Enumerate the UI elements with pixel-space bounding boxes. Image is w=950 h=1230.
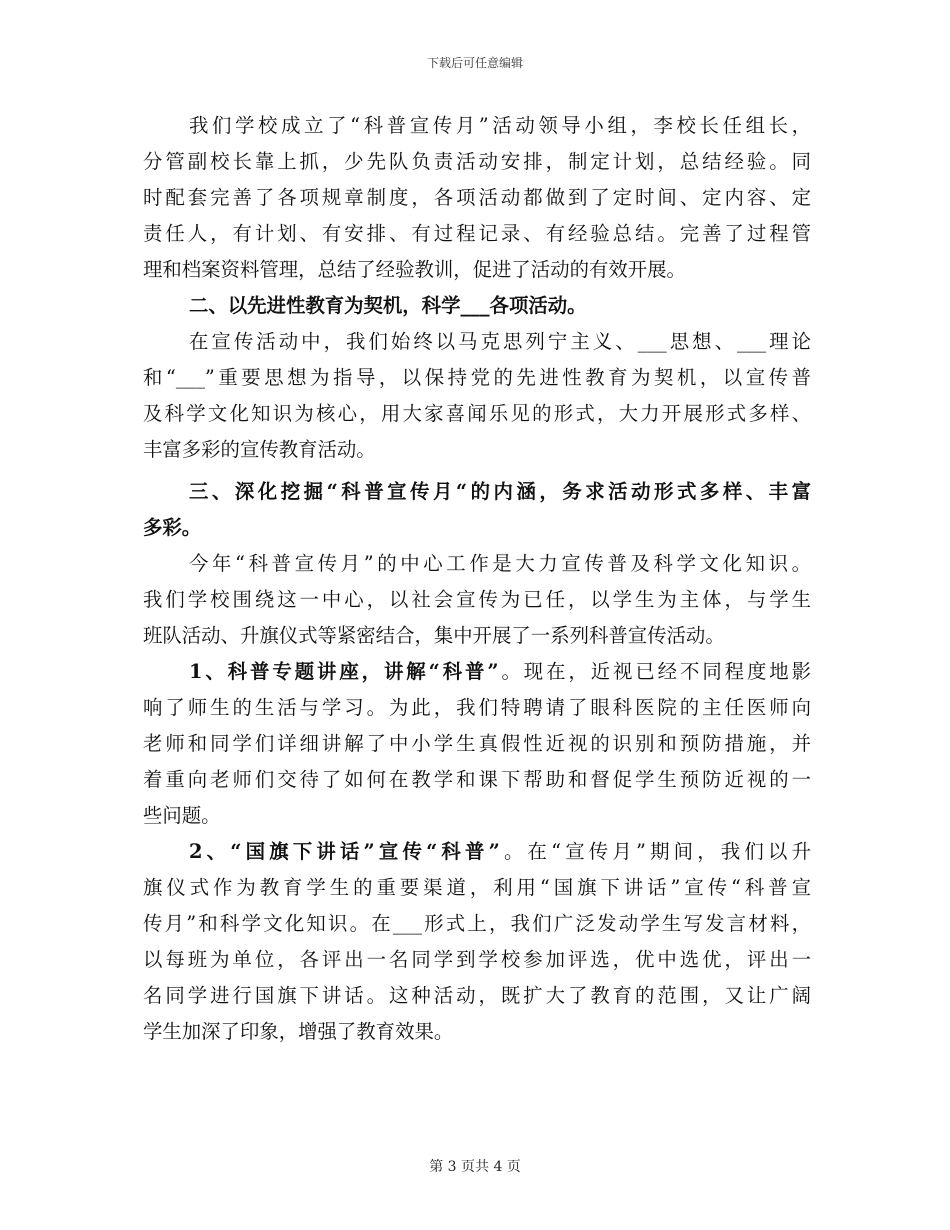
text-line: [143, 834, 811, 870]
text-line: 响了师生的生活与学习。为此，我们特聘请了眼科医院的主任医师向: [143, 696, 811, 719]
text-line: 学生加深了印象，增强了教育效果。: [143, 1020, 454, 1043]
text-line: 我们学校成立了“科普宣传月”活动领导小组，李校长任组长，: [189, 114, 811, 137]
heading-line: 二、以先进性教育为契机，科学___各项活动。: [189, 294, 587, 317]
heading-line: 三、深化挖掘“科普宣传月“的内涵，务求活动形式多样、丰富: [189, 480, 811, 503]
section-heading: [143, 288, 811, 324]
paragraph: [143, 108, 811, 288]
text-line: 些问题。: [143, 804, 221, 827]
paragraph: [143, 834, 811, 1050]
document-body: [143, 108, 811, 1050]
lead-in-heading: 2、“国旗下讲话”宣传“科普”: [189, 840, 500, 863]
text-line: 我们学校围绕这一中心，以社会宣传为已任，以学生为主体，与学生: [143, 588, 811, 611]
text-line: [143, 654, 811, 690]
text-line: 班队活动、升旗仪式等紧密结合，集中开展了一系列科普宣传活动。: [143, 624, 725, 647]
paragraph: [143, 654, 811, 834]
text-line: 及科学文化知识为核心，用大家喜闻乐见的形式，大力开展形式多样、: [143, 402, 811, 425]
text-run: 。在“宣传月”期间，我们以升: [499, 840, 811, 863]
text-line: 在宣传活动中，我们始终以马克思列宁主义、___思想、___理论: [189, 330, 811, 353]
page-header-note: 下载后可任意编辑: [426, 56, 523, 70]
text-line: 着重向老师们交待了如何在教学和课下帮助和督促学生预防近视的一: [143, 768, 811, 791]
paragraph: [143, 324, 811, 468]
paragraph: [143, 546, 811, 654]
text-line: 传月”和科学文化知识。在___形式上，我们广泛发动学生写发言材料，: [143, 912, 811, 935]
text-line: 和“___”重要思想为指导，以保持党的先进性教育为契机，以宣传普: [143, 366, 811, 389]
lead-in-heading: 1、科普专题讲座，讲解“科普”: [189, 660, 499, 683]
text-line: 责任人，有计划、有安排、有过程记录、有经验总结。完善了过程管: [143, 222, 811, 245]
text-line: 老师和同学们详细讲解了中小学生真假性近视的识别和预防措施，并: [143, 732, 811, 755]
text-line: 分管副校长靠上抓，少先队负责活动安排，制定计划，总结经验。同: [143, 150, 811, 173]
text-line: 名同学进行国旗下讲话。这种活动，既扩大了教育的范围，又让广阔: [143, 984, 811, 1007]
text-run: 。现在，近视已经不同程度地影: [498, 660, 811, 683]
heading-line: 多彩。: [143, 516, 202, 539]
text-line: 以每班为单位，各评出一名同学到学校参加评选，优中选优，评出一: [143, 948, 811, 971]
page-number: 第 3 页共 4 页: [429, 1159, 521, 1175]
text-line: 时配套完善了各项规章制度，各项活动都做到了定时间、定内容、定: [143, 186, 811, 209]
text-line: 理和档案资料管理，总结了经验教训，促进了活动的有效开展。: [143, 258, 686, 281]
section-heading: [143, 474, 811, 546]
text-line: 丰富多彩的宣传教育活动。: [143, 438, 376, 461]
text-line: 今年“科普宣传月”的中心工作是大力宣传普及科学文化知识。: [189, 552, 811, 575]
text-line: 旗仪式作为教育学生的重要渠道，利用“国旗下讲话”宣传“科普宣: [143, 876, 811, 899]
